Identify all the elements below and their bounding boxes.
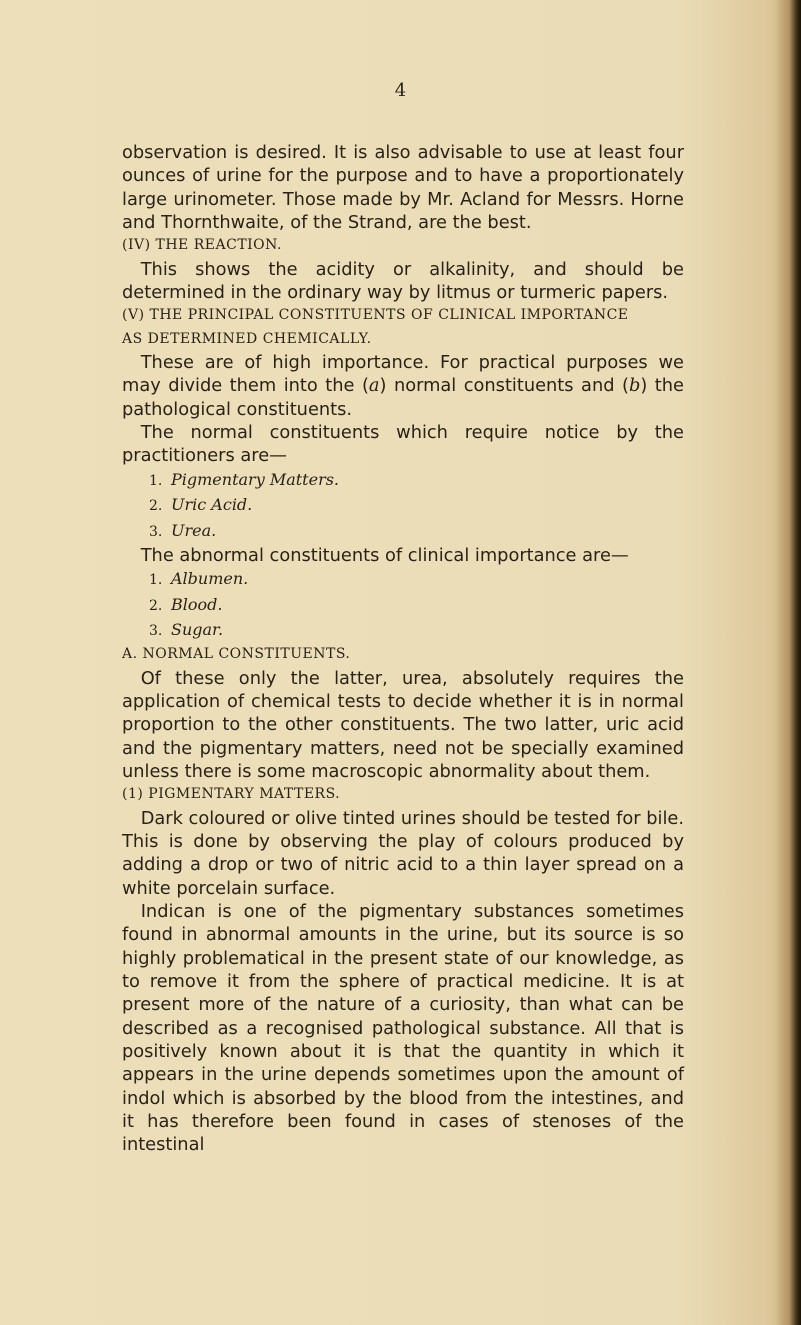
page-body — [122, 141, 684, 1157]
list-item — [122, 493, 684, 518]
letter-b: b — [628, 375, 641, 397]
list-label: Albumen. — [171, 569, 249, 589]
paragraph-abnormal-intro: The abnormal constituents of clinical importance are— — [140, 544, 629, 566]
abnormal-constituents-list — [122, 567, 684, 643]
list-number: 2. — [149, 498, 163, 515]
text-run: ) normal constituents and ( — [379, 375, 629, 397]
list-number: 1. — [149, 472, 163, 489]
list-label: Pigmentary Matters. — [171, 469, 340, 489]
list-number: 3. — [149, 523, 163, 540]
heading-reaction: (IV) THE REACTION. — [122, 237, 282, 254]
page-edge-shadow — [775, 0, 801, 1325]
list-label: Urea. — [171, 520, 217, 540]
list-number: 2. — [149, 597, 163, 614]
heading-line-1: (V) THE PRINCIPAL CONSTITUENTS OF CLINICAL IMPORTANCE — [122, 307, 629, 324]
text-run: ) the pathological constituents. — [122, 375, 684, 420]
list-label: Sugar. — [171, 619, 224, 639]
list-item — [122, 468, 684, 493]
paragraph-reaction: This shows the acidity or alkalinity, and should be determined in the ordinary way by litmus or turmeric papers. — [122, 258, 684, 304]
list-item — [122, 519, 684, 544]
heading-pigmentary-matters: (1) PIGMENTARY MATTERS. — [122, 786, 341, 803]
paragraph-indican: Indican is one of the pigmentary substances sometimes found in abnormal amounts in the urine, but its source is so highly problematical in the present state of our knowledge, as to remove it from the sphere of practical medicine. It is at present more of the nature of a curiosity, than what can be described as a recognised pathological substance. All that is positively known about it is that the quantity in which it appears in the urine depends sometimes upon the amount of indol which is absorbed by the blood from the intestines, and it has therefore been found in cases of stenoses of the intestinal — [122, 901, 684, 1156]
paragraph-normal-intro: The normal constituents which require notice by the practitioners are— — [122, 422, 684, 467]
paragraph-urea: Of these only the latter, urea, absolutely requires the application of chemical tests to decide whether it is in normal proportion to the other constituents. The two latter, uric acid and the pigmentary matters, need not be specially examined unless there is some macroscopic abnormality about them. — [122, 667, 684, 782]
list-number: 3. — [149, 622, 163, 639]
heading-line-2: AS DETERMINED CHEMICALLY. — [122, 330, 372, 347]
list-number: 1. — [149, 572, 163, 589]
list-label: Uric Acid. — [171, 495, 253, 515]
paragraph-importance — [122, 351, 684, 421]
normal-constituents-list — [122, 468, 684, 544]
page-number: 4 — [394, 80, 407, 101]
paragraph-bile: Dark coloured or olive tinted urines should be tested for bile. This is done by observing the play of colours produced by adding a drop or two of nitric acid to a thin layer spread on a white porcelain surface. — [122, 807, 684, 899]
list-label: Blood. — [171, 594, 223, 614]
letter-a: a — [368, 375, 380, 397]
paragraph-continuation: observation is desired. It is also advisable to use at least four ounces of urine for the purpose and to have a proportionately large urinometer. Those made by Mr. Acland for Messrs. Horne and Thornthwaite, of the Strand, are the best. — [122, 142, 684, 234]
heading-principal-constituents — [122, 304, 684, 351]
list-item — [122, 618, 684, 643]
list-item — [122, 567, 684, 592]
text-run: These are of high importance. For practical purposes we may divide them into the ( — [122, 352, 684, 397]
heading-normal-constituents: A. NORMAL CONSTITUENTS. — [122, 646, 351, 663]
list-item — [122, 593, 684, 618]
